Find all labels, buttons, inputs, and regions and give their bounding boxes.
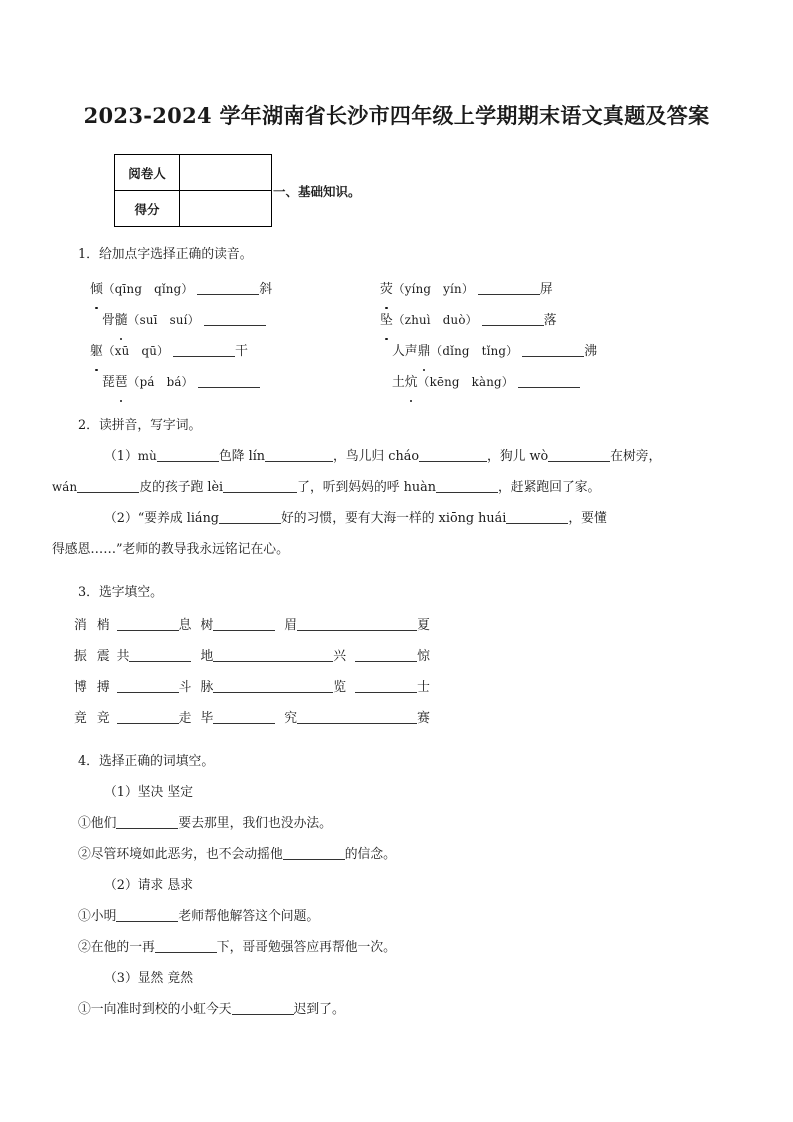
q2-text: ，鸟儿归 cháo (333, 449, 420, 464)
pinyin-text: wán (52, 480, 78, 494)
q4-sentence-post: 迟到了。 (293, 1002, 345, 1017)
q1-item (380, 336, 741, 367)
answer-blank[interactable] (355, 647, 417, 662)
answer-blank[interactable] (117, 709, 179, 724)
q2-sub2-line2: 得感恩……”老师的教导我永远铭记在心。 (52, 542, 289, 557)
q2-sub1-line2 (52, 472, 741, 503)
dotted-char: 琶 (115, 367, 128, 398)
q3-word: 息 (178, 618, 192, 633)
q4-sentence-pre: ②在他的一再 (78, 940, 155, 955)
score-table-row (52, 154, 741, 227)
answer-blank[interactable] (548, 447, 610, 462)
reviewer-value[interactable] (180, 155, 272, 191)
q4-group-marker: （3）显然 竟然 (104, 971, 193, 986)
dotted-char: 躯 (90, 336, 103, 367)
answer-blank[interactable] (204, 311, 266, 326)
question-3-rows (52, 610, 741, 734)
q3-word: 究 (284, 711, 298, 726)
q1-item (380, 367, 741, 398)
dotted-char: 荧 (380, 274, 393, 305)
q4-group-marker: （1）坚决 坚定 (104, 785, 193, 800)
q4-sentence-pre: ②尽管环境如此恶劣，也不会动摇他 (78, 847, 283, 862)
q3-char-pair: 博 搏 (74, 680, 113, 695)
answer-blank[interactable] (419, 447, 487, 462)
pinyin-options: （pá bá） (127, 375, 194, 389)
pinyin-options: （yíng yín） (392, 282, 474, 296)
q2-text: 皮的孩子跑 lèi (139, 480, 224, 495)
q4-sentence (52, 994, 741, 1025)
answer-blank[interactable] (155, 938, 217, 953)
answer-blank[interactable] (482, 311, 544, 326)
q2-sub2-line1 (52, 503, 741, 534)
q1-tail: 屏 (539, 282, 553, 297)
q1-item (90, 336, 380, 367)
q2-text: 好的习惯，要有大海一样的 xiōng huái (281, 511, 507, 526)
q4-sentence-post: 要去那里，我们也没办法。 (178, 816, 332, 831)
q3-row (74, 610, 741, 641)
q3-word: 眉 (284, 618, 298, 633)
q3-word: 走 (178, 711, 192, 726)
pinyin-options: （dǐng tǐng） (430, 344, 519, 358)
question-1-prompt: 1．给加点字选择正确的读音。 (78, 247, 253, 262)
answer-blank[interactable] (173, 342, 235, 357)
pinyin-options: （kēng kàng） (417, 375, 514, 389)
q2-text: 色降 lín (218, 449, 266, 464)
q1-tail: 干 (235, 344, 248, 359)
q4-sentence-post: 下，哥哥勉强答应再帮他一次。 (216, 940, 396, 955)
answer-blank[interactable] (117, 616, 179, 631)
answer-blank[interactable] (129, 647, 191, 662)
q3-word: 览 (333, 680, 347, 695)
answer-blank[interactable] (522, 342, 584, 357)
q3-row (74, 672, 741, 703)
dotted-char: 坠 (380, 305, 393, 336)
answer-blank[interactable] (213, 616, 275, 631)
q3-word: 夏 (417, 618, 430, 633)
q2-text: ，要懂 (568, 511, 607, 526)
answer-blank[interactable] (232, 1000, 294, 1015)
q3-word: 树 (200, 618, 214, 633)
q4-sentence-pre: ①小明 (78, 909, 117, 924)
q1-item (90, 305, 380, 336)
q1-prefix: 骨 (102, 313, 115, 328)
pinyin-options: （xū qū） (102, 344, 169, 358)
q4-group-marker: （2）请求 恳求 (104, 878, 193, 893)
q3-word: 脉 (200, 680, 214, 695)
answer-blank[interactable] (436, 478, 498, 493)
q4-sentence-pre: ①他们 (78, 816, 117, 831)
pinyin-options: （zhuì duò） (392, 313, 478, 327)
score-label: 得分 (115, 191, 180, 227)
table-row (115, 191, 272, 227)
q2-text: “要养成 liáng (137, 511, 219, 526)
q4-sentence (52, 932, 741, 963)
answer-blank[interactable] (116, 814, 178, 829)
question-3-prompt: 3．选字填空。 (78, 585, 163, 600)
page-title: 2023-2024 学年湖南省长沙市四年级上学期期末语文真题及答案 (83, 103, 710, 128)
dotted-char: 髓 (115, 305, 128, 336)
answer-blank[interactable] (213, 709, 275, 724)
q3-char-pair: 振 震 (74, 649, 113, 664)
q2-text: 了，听到妈妈的呼 huàn (297, 480, 436, 495)
q3-word: 斗 (178, 680, 192, 695)
q4-sentence-pre: ①一向准时到校的小虹今天 (78, 1002, 232, 1017)
answer-blank[interactable] (116, 907, 178, 922)
dotted-char: 鼎 (418, 336, 431, 367)
q1-item (90, 274, 380, 305)
q4-sentence (52, 901, 741, 932)
answer-blank[interactable] (197, 280, 259, 295)
q2-text: ，赶紧跑回了家。 (497, 480, 601, 495)
answer-blank[interactable] (297, 616, 417, 631)
question-2-prompt: 2．读拼音，写字词。 (78, 418, 202, 433)
section-heading: 一、基础知识。 (273, 183, 361, 199)
q1-item (90, 367, 380, 398)
q2-text: 在树旁， (610, 449, 662, 464)
answer-blank[interactable] (355, 678, 417, 693)
q3-word: 兴 (333, 649, 347, 664)
answer-blank[interactable] (518, 373, 580, 388)
question-4-prompt: 4．选择正确的词填空。 (78, 754, 215, 769)
answer-blank[interactable] (219, 509, 281, 524)
q2-marker: （1） (104, 449, 138, 464)
q3-word: 共 (116, 649, 130, 664)
answer-blank[interactable] (77, 478, 139, 493)
q1-prefix: 土 (392, 375, 405, 390)
q2-text: ，狗儿 wò (487, 449, 549, 464)
q3-word: 毕 (200, 711, 214, 726)
q2-sub1-line1 (52, 441, 741, 472)
reviewer-label: 阅卷人 (115, 155, 180, 191)
q1-item (380, 274, 741, 305)
q3-char-pair: 竟 竞 (74, 711, 113, 726)
answer-blank[interactable] (198, 373, 260, 388)
answer-blank[interactable] (283, 845, 345, 860)
q3-row (74, 641, 741, 672)
q1-tail: 斜 (259, 282, 273, 297)
q4-sentence-post: 的信念。 (344, 847, 396, 862)
q3-word: 赛 (417, 711, 430, 726)
answer-blank[interactable] (223, 478, 297, 493)
answer-blank[interactable] (213, 678, 333, 693)
q3-word: 地 (200, 649, 214, 664)
q1-prefix: 琵 (102, 375, 115, 390)
table-row (115, 155, 272, 191)
question-1-items (52, 274, 741, 398)
q4-sentence (52, 839, 741, 870)
q3-word: 士 (417, 680, 430, 695)
pinyin-text: mù (137, 449, 157, 463)
answer-blank[interactable] (213, 647, 333, 662)
q3-char-pair: 消 梢 (74, 618, 113, 633)
q3-row (74, 703, 741, 734)
dotted-char: 倾 (90, 274, 103, 305)
q4-sentence (52, 808, 741, 839)
answer-blank[interactable] (506, 509, 568, 524)
score-table (114, 154, 272, 227)
answer-blank[interactable] (265, 447, 333, 462)
q3-word: 惊 (417, 649, 430, 664)
answer-blank[interactable] (297, 709, 417, 724)
q1-tail: 落 (543, 313, 557, 328)
answer-blank[interactable] (478, 280, 540, 295)
pinyin-options: （qīng qǐng） (102, 282, 194, 296)
score-value[interactable] (180, 191, 272, 227)
q1-item (380, 305, 741, 336)
q1-tail: 沸 (584, 344, 597, 359)
dotted-char: 炕 (405, 367, 418, 398)
pinyin-options: （suī suí） (127, 313, 200, 327)
answer-blank[interactable] (157, 447, 219, 462)
q2-marker: （2） (104, 511, 138, 526)
q1-prefix: 人声 (392, 344, 418, 359)
q4-sentence-post: 老师帮他解答这个问题。 (178, 909, 320, 924)
answer-blank[interactable] (117, 678, 179, 693)
